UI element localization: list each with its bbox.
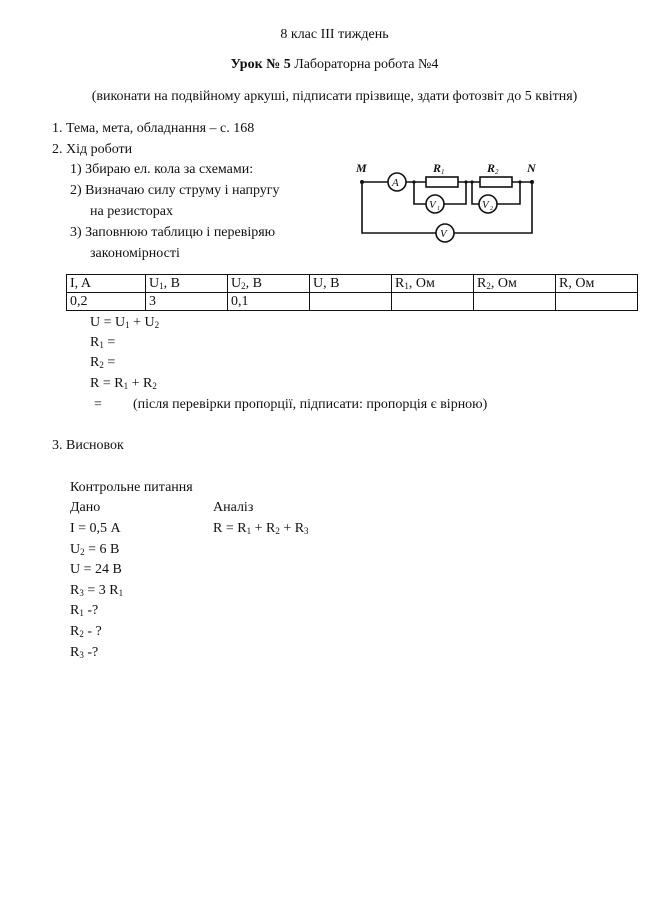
label-n: N [527,161,536,175]
node-n [530,180,534,184]
given-label: Дано [70,500,101,515]
sub-item-measure-cont: на резисторах [90,204,173,219]
unknown-r3: $R_3$ -? [70,645,99,660]
equals-sign: = [94,397,102,412]
table-cell: 3 [146,293,228,311]
header-cell: $U_2$, B [228,275,310,293]
given-current: I = 0,5 А [70,521,121,536]
v-label: V [440,228,447,240]
instructions-text: (виконати на подвійному аркуші, підписати прізвище, здати фотозвіт до 5 квітня) [91,89,578,104]
header-cell: $R_1$, Ом [392,275,474,293]
lesson-subtitle: Лабораторна робота №4 [290,57,439,72]
table-cell [474,293,556,311]
resistor-r2 [480,177,512,187]
junction-dot [412,180,415,183]
table-cell: 0,2 [67,293,146,311]
junction-dot [518,180,521,183]
header-cell: $U_1$, B [146,275,228,293]
given-voltage: U = 24 В [70,562,122,577]
junction-dot [464,180,467,183]
v1-label: V [429,199,436,211]
analysis-formula: $R = R_1 + R_2 + R_3$ [213,521,309,536]
r2-sub: 2 [495,168,499,176]
list-item-topic: 1. Тема, мета, обладнання – с. 168 [52,121,255,136]
list-item-conclusion: 3. Висновок [52,438,124,453]
table-header-row [67,275,638,293]
header-cell: U, B [310,275,392,293]
resistor-r1 [426,177,458,187]
circuit-diagram [352,158,552,248]
formula-r2: $R_2$ = [90,355,116,370]
table-cell: 0,1 [228,293,310,311]
sub-item-measure: 2) Визначаю силу струму і напругу [70,183,280,198]
node-m [360,180,364,184]
control-question-title: Контрольне питання [70,480,193,495]
formula-voltage-sum: $U = U_1 + U_2$ [90,315,160,330]
r2-label: R [487,161,496,175]
measurements-table [66,274,638,311]
sub-item-fill-table-cont: закономірності [90,246,180,261]
formula-resistance-sum: $R = R_1 + R_2$ [90,376,157,391]
unknown-r1: $R_1$ -? [70,603,99,618]
proportion-note: (після перевірки пропорції, підписати: пропорція є вірною) [133,397,488,412]
table-cell [310,293,392,311]
list-item-procedure: 2. Хід роботи [52,142,133,157]
r1-sub: 1 [441,168,445,176]
formula-r1: $R_1$ = [90,335,116,350]
sub-item-assemble: 1) Збираю ел. кола за схемами: [70,162,254,177]
v2-label: V [482,199,489,211]
class-week-heading: 8 клас ІІІ тиждень [280,27,389,42]
lesson-title [0,57,669,73]
table-row [67,293,638,311]
sub-item-fill-table: 3) Заповнюю таблицю і перевіряю [70,225,276,240]
label-m: M [356,161,367,175]
given-r3: $R_3 = 3$ $R_1$ [70,583,124,598]
junction-dot [470,180,473,183]
r1-label: R [433,161,442,175]
header-cell: $R_2$, Ом [474,275,556,293]
ammeter-label: A [392,177,399,189]
table-cell [392,293,474,311]
v1-sub: 1 [437,206,440,212]
header-cell: I, A [67,275,146,293]
unknown-r2: $R_2$ - ? [70,624,102,639]
v2-sub: 2 [490,206,493,212]
given-u2: $U_2 = 6$ В [70,542,120,557]
header-cell: R, Ом [556,275,638,293]
table-cell [556,293,638,311]
analysis-label: Аналіз [213,500,254,515]
lesson-number: Урок № 5 [230,57,291,72]
